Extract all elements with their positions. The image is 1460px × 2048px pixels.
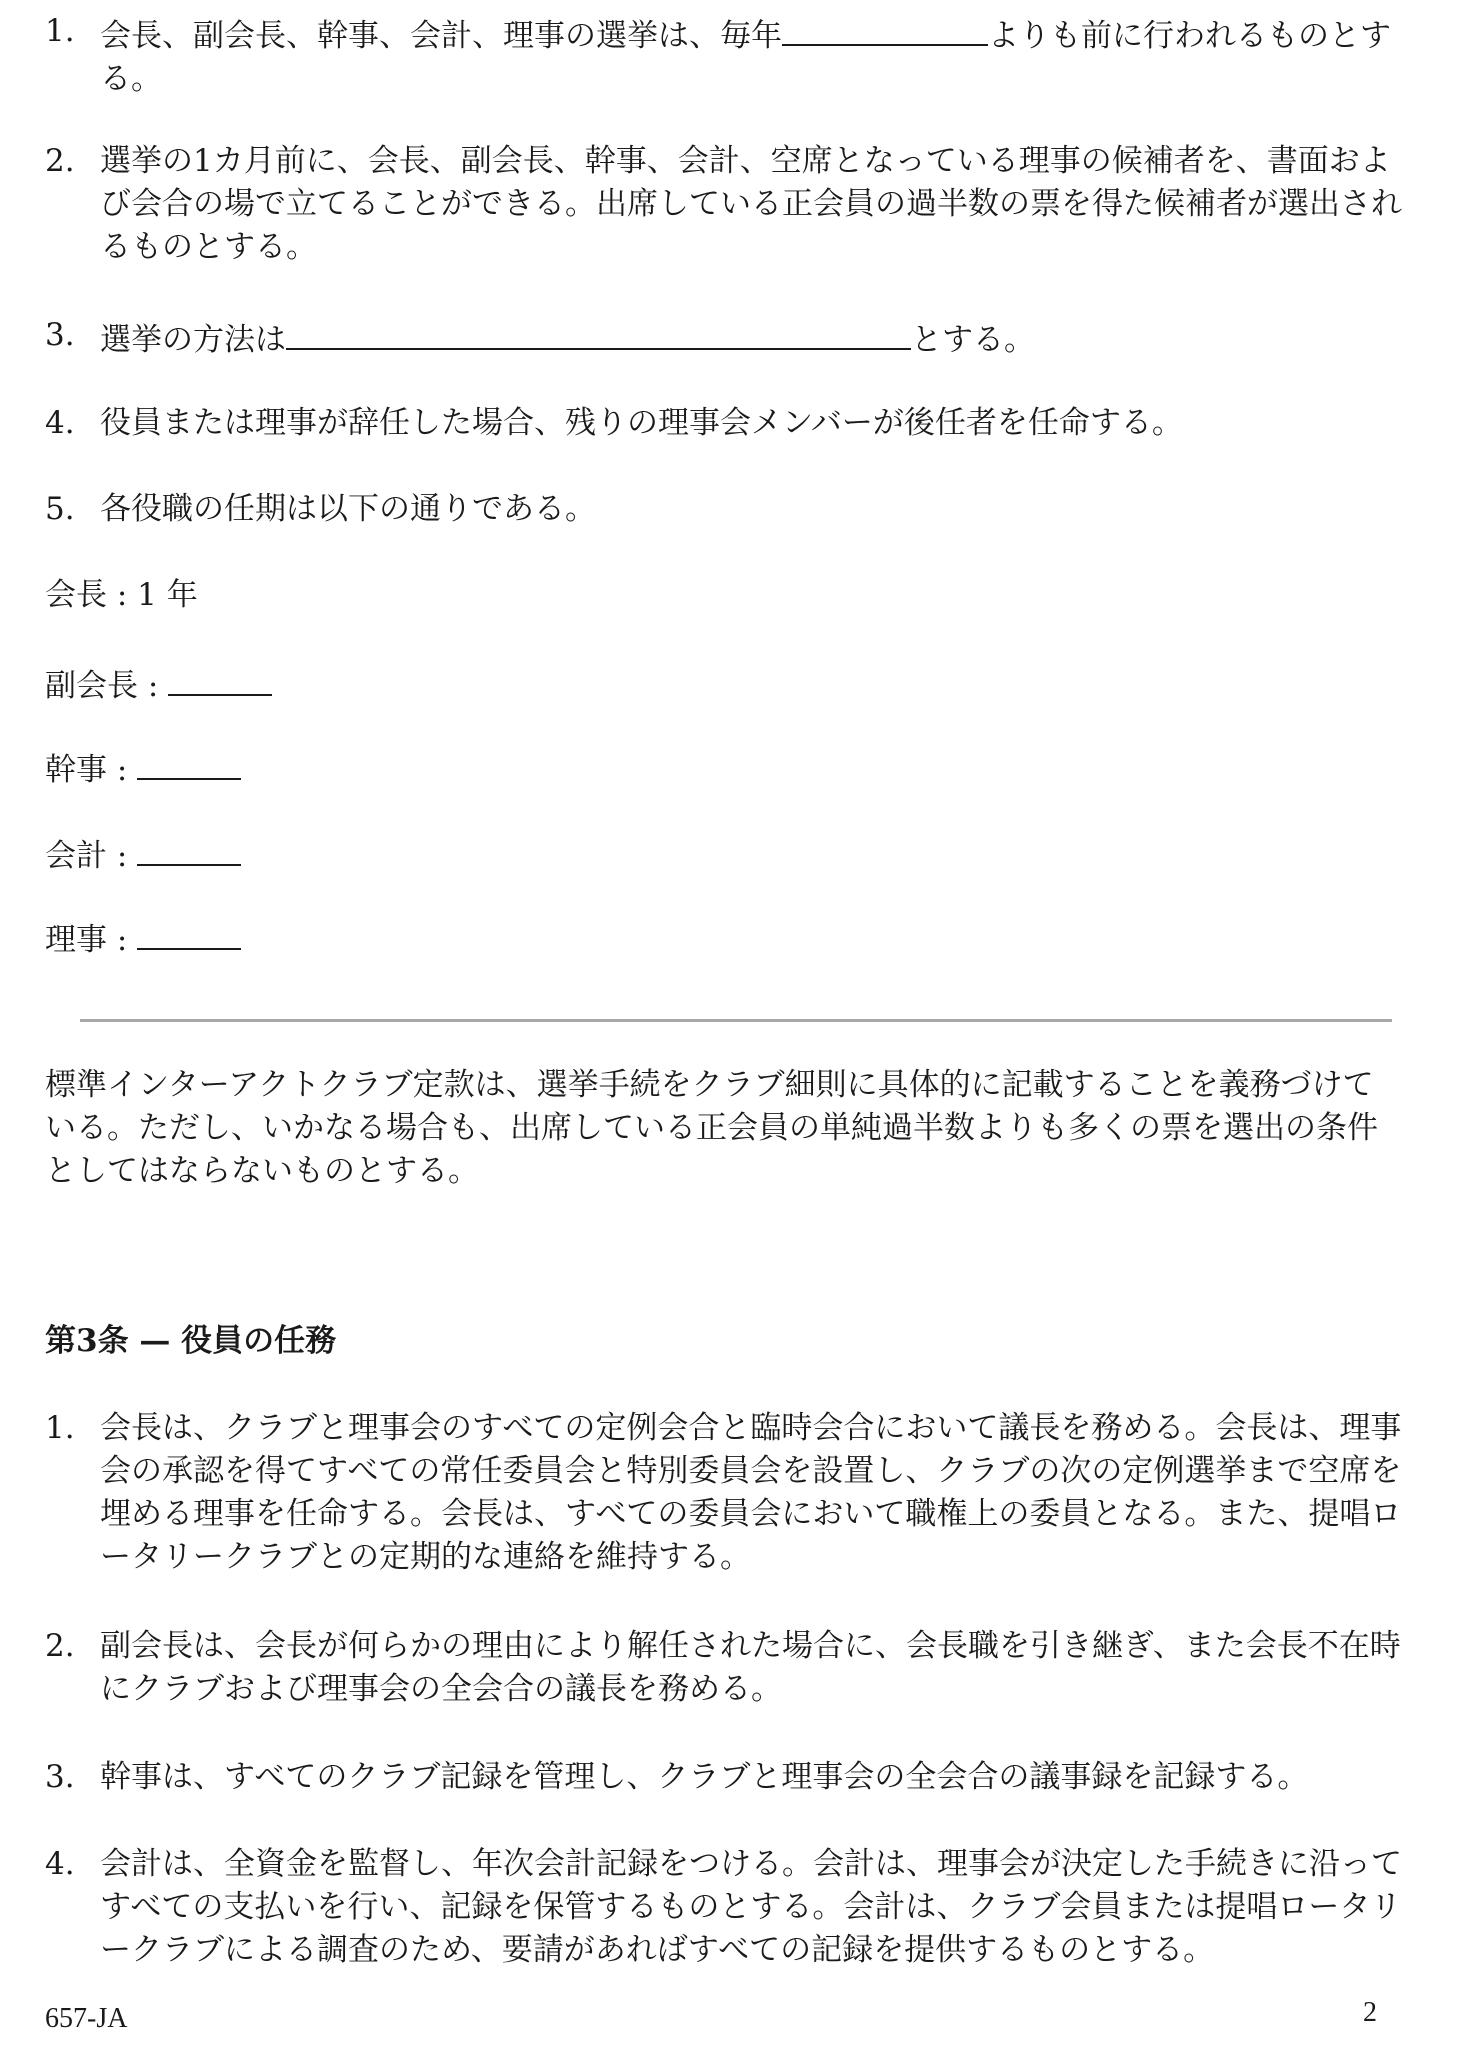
item-text: とする。 [911, 322, 1035, 358]
item-text: 選挙の方法は [100, 322, 286, 358]
item-text: よりも前に行われるものとする。 [100, 18, 1391, 97]
duty-item-1 [45, 1407, 1415, 1579]
article-heading: 第3条 — 役員の任務 [45, 1323, 337, 1359]
section-divider [80, 1019, 1392, 1022]
item-text: 副会長は、会長が何らかの理由により解任された場合に、会長職を引き継ぎ、また会長不在時にクラブおよび理事会の全会合の議長を務める。 [100, 1628, 1401, 1707]
election-item-2 [45, 140, 1415, 269]
page-number: 2 [1363, 1997, 1377, 2028]
item-text: 会計は、全資金を監督し、年次会計記録をつける。会計は、理事会が決定した手続きに沿ってすべての支払いを行い、記録を保管するものとする。会計は、クラブ会員または提唱ロータリークラブによる調査のため、要請があればすべての記録を提供するものとする。 [100, 1846, 1402, 1968]
item-number: 2. [45, 1628, 75, 1664]
term-label: 幹事 : [45, 752, 138, 788]
election-item-3 [45, 314, 1415, 362]
term-label: 会長 : [45, 577, 138, 613]
item-text: 役員または理事が辞任した場合、残りの理事会メンバーが後任者を任命する。 [100, 405, 1183, 441]
term-blank[interactable] [137, 744, 241, 780]
term-blank[interactable] [137, 830, 241, 866]
item-number: 5. [45, 491, 75, 527]
election-method-blank[interactable] [286, 314, 911, 350]
duty-item-2 [45, 1625, 1415, 1711]
election-item-5 [45, 488, 1415, 531]
term-director [45, 914, 241, 962]
item-number: 4. [45, 405, 75, 441]
election-item-1 [45, 10, 1415, 101]
term-blank[interactable] [137, 914, 241, 950]
item-text: 各役職の任期は以下の通りである。 [100, 491, 596, 527]
item-number: 2. [45, 143, 75, 179]
election-note: 標準インターアクトクラブ定款は、選挙手続をクラブ細則に具体的に記載することを義務づけている。ただし、いかなる場合も、出席している正会員の単純過半数よりも多くの票を選出の条件としてはならないものとする。 [45, 1067, 1378, 1189]
duty-item-4 [45, 1843, 1415, 1972]
item-number: 4. [45, 1846, 75, 1882]
document-code: 657-JA [45, 2003, 128, 2034]
term-president [45, 574, 198, 617]
item-text: 幹事は、すべてのクラブ記録を管理し、クラブと理事会の全会合の議事録を記録する。 [100, 1759, 1309, 1795]
term-vice-president [45, 660, 272, 708]
duty-item-3 [45, 1756, 1415, 1799]
term-label: 会計 : [45, 838, 138, 874]
term-secretary [45, 744, 241, 792]
election-item-4 [45, 402, 1415, 445]
item-number: 3. [45, 317, 75, 353]
term-blank[interactable] [168, 660, 272, 696]
item-number: 1. [45, 13, 75, 49]
item-text: 会長、副会長、幹事、会計、理事の選挙は、毎年 [100, 18, 782, 54]
term-label: 理事 : [45, 922, 138, 958]
item-number: 3. [45, 1759, 75, 1795]
election-month-blank[interactable] [782, 10, 988, 46]
term-value: 1 年 [137, 577, 198, 613]
item-text: 選挙の1カ月前に、会長、副会長、幹事、会計、空席となっている理事の候補者を、書面および会合の場で立てることができる。出席している正会員の過半数の票を得た候補者が選出されるものとする。 [100, 143, 1402, 265]
term-label: 副会長 : [45, 668, 169, 704]
item-text: 会長は、クラブと理事会のすべての定例会合と臨時会合において議長を務める。会長は、理事会の承認を得てすべての常任委員会と特別委員会を設置し、クラブの次の定例選挙まで空席を埋める理事を任命する。会長は、すべての委員会において職権上の委員となる。また、提唱ロータリークラブとの定期的な連絡を維持する。 [100, 1410, 1402, 1575]
item-number: 1. [45, 1410, 75, 1446]
term-treasurer [45, 830, 241, 878]
